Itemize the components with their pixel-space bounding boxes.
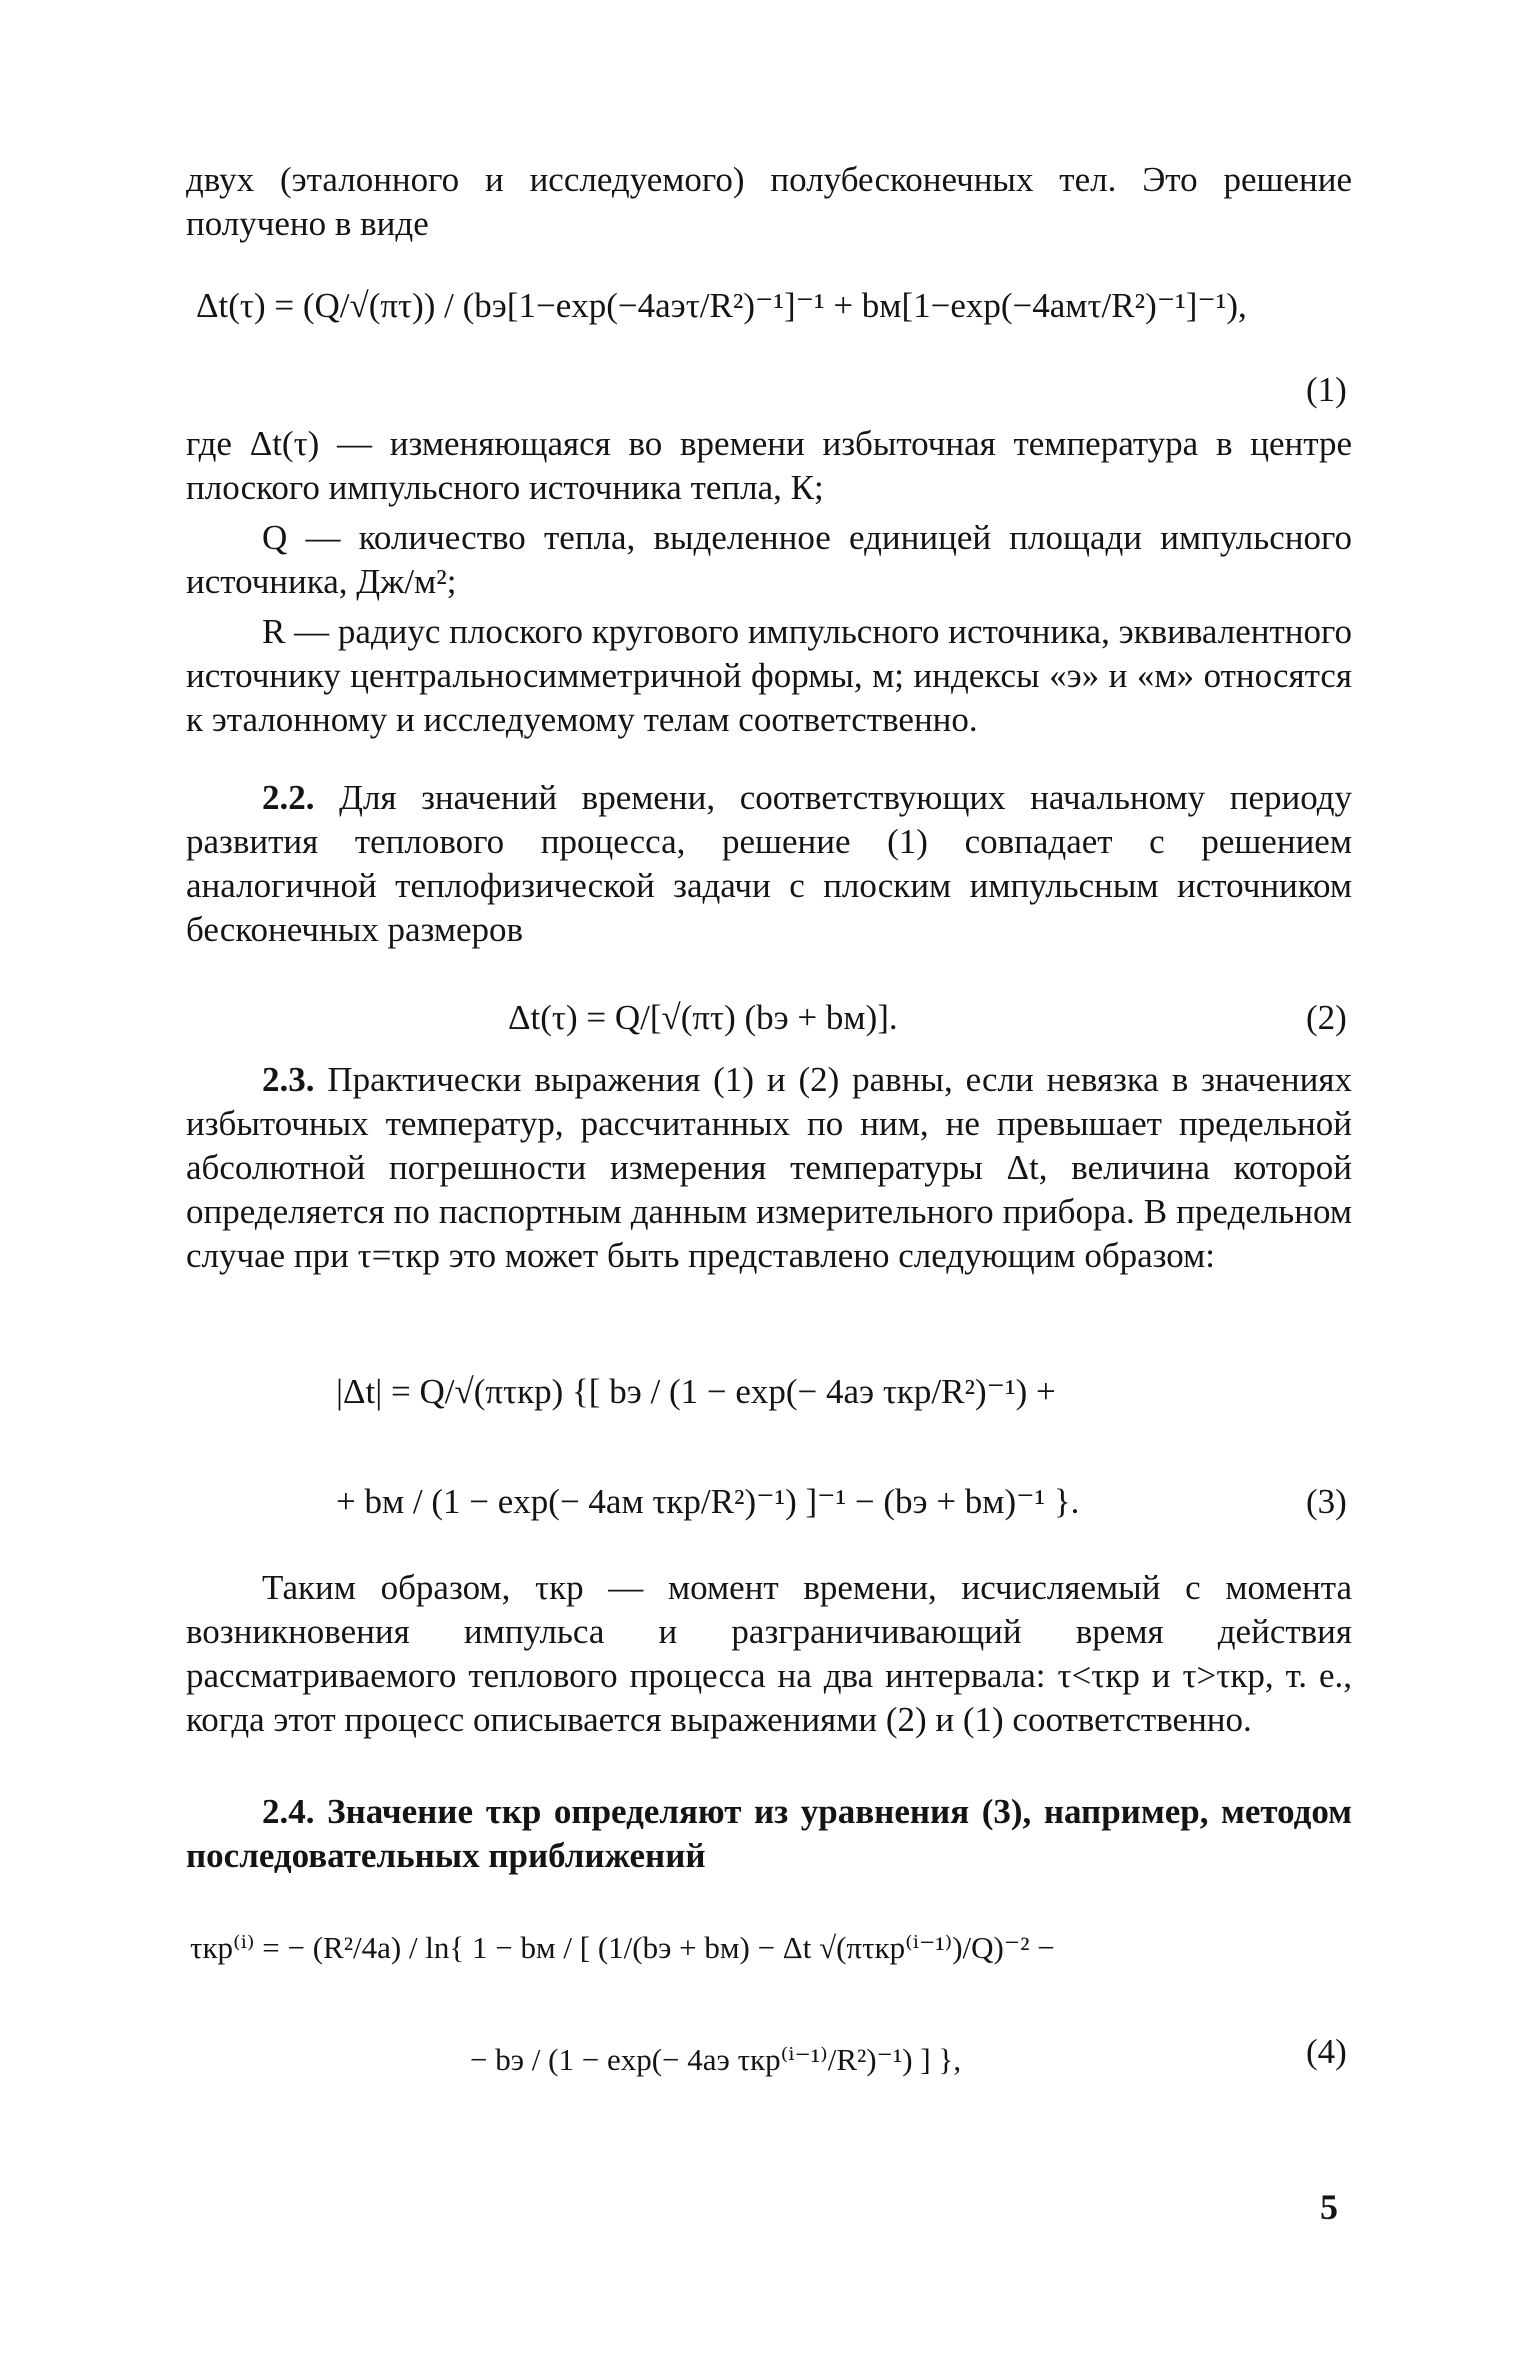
section-2-3	[186, 1058, 1352, 1278]
equation-2	[508, 996, 898, 1040]
section-number: 2.4.	[262, 1792, 315, 1831]
section-text: Значение τкр определяют из уравнения (3), например, методом последовательных приближений	[186, 1792, 1352, 1875]
definition-r: R — радиус плоского кругового импульсного источника, эквивалентного источнику центральносимметричной формы, м; индексы «э» и «м» относятся к эталонному и исследуемому телам соответственно.	[186, 612, 1353, 739]
equation-4-number: (4)	[1306, 2032, 1347, 2071]
equation-1-expression: Δt(τ) = (Q/√(πτ)) / (bэ[1−exp(−4aэτ/R²)⁻¹]⁻¹ + bм[1−exp(−4aмτ/R²)⁻¹]⁻¹),	[196, 286, 1247, 325]
intro-paragraph	[186, 158, 1352, 246]
equation-3-number: (3)	[1306, 1482, 1347, 1521]
equation-2-expression: Δt(τ) = Q/[√(πτ) (bэ + bм)].	[508, 998, 898, 1037]
equation-4-line-1	[190, 1928, 1055, 1968]
section-text: Для значений времени, соответствующих начальному периоду развития теплового процесса, решение (1) совпадает с решением аналогичной теплофизической задачи с плоским импульсным источником бесконечных размеров	[186, 778, 1353, 949]
equation-4-expression-2: − bэ / (1 − exp(− 4aэ τкр⁽ⁱ⁻¹⁾/R²)⁻¹) ] },	[470, 2042, 962, 2077]
section-text: Практически выражения (1) и (2) равны, если невязка в значениях избыточных температур, рассчитанных по ним, не превышает предельной абсолютной погрешности измерения температуры Δt, величина которой определяется по паспортным данным измерительного прибора. В предельном случае при τ=τкр это может быть представлено следующим образом:	[186, 1060, 1352, 1275]
equation-3-line-1	[336, 1370, 1056, 1414]
definition-delta-t: где Δt(τ) — изменяющаяся во времени избыточная температура в центре плоского импульсного источника тепла, К;	[186, 424, 1352, 507]
equation-3-line-2	[336, 1480, 1079, 1524]
paragraph-text: двух (эталонного и исследуемого) полубесконечных тел. Это решение получено в виде	[186, 160, 1352, 243]
equation-3-expression-1: |Δt| = Q/√(πτкр) {[ bэ / (1 − exp(− 4aэ τкр/R²)⁻¹) +	[336, 1372, 1056, 1411]
equation-2-number: (2)	[1306, 998, 1347, 1037]
definitions	[186, 422, 1352, 742]
equation-1	[196, 284, 1316, 328]
page-number: 5	[1320, 2187, 1338, 2227]
equation-1-number: (1)	[1306, 370, 1347, 409]
equation-4-expression-1: τкр⁽ⁱ⁾ = − (R²/4a) / ln{ 1 − bм / [ (1/(bэ + bм) − Δt √(πτкр⁽ⁱ⁻¹⁾)/Q)⁻² −	[190, 1930, 1055, 1965]
section-2-4	[186, 1790, 1352, 1878]
paragraph-text: Таким образом, τкр — момент времени, исчисляемый с момента возникновения импульса и разграничивающий время действия рассматриваемого теплового процесса на два интервала: τ<τкр и τ>τкр, т. е., когда этот процесс описывается выражениями (2) и (1) соответственно.	[186, 1568, 1352, 1739]
section-2-2	[186, 776, 1352, 952]
equation-3-expression-2: + bм / (1 − exp(− 4aм τкр/R²)⁻¹) ]⁻¹ − (bэ + bм)⁻¹ }.	[336, 1482, 1080, 1521]
definition-q: Q — количество тепла, выделенное единицей площади импульсного источника, Дж/м²;	[186, 518, 1352, 601]
conclusion-paragraph	[186, 1566, 1352, 1742]
section-number: 2.2.	[262, 778, 315, 817]
section-number: 2.3.	[262, 1060, 315, 1099]
equation-4-line-2	[470, 2040, 961, 2080]
